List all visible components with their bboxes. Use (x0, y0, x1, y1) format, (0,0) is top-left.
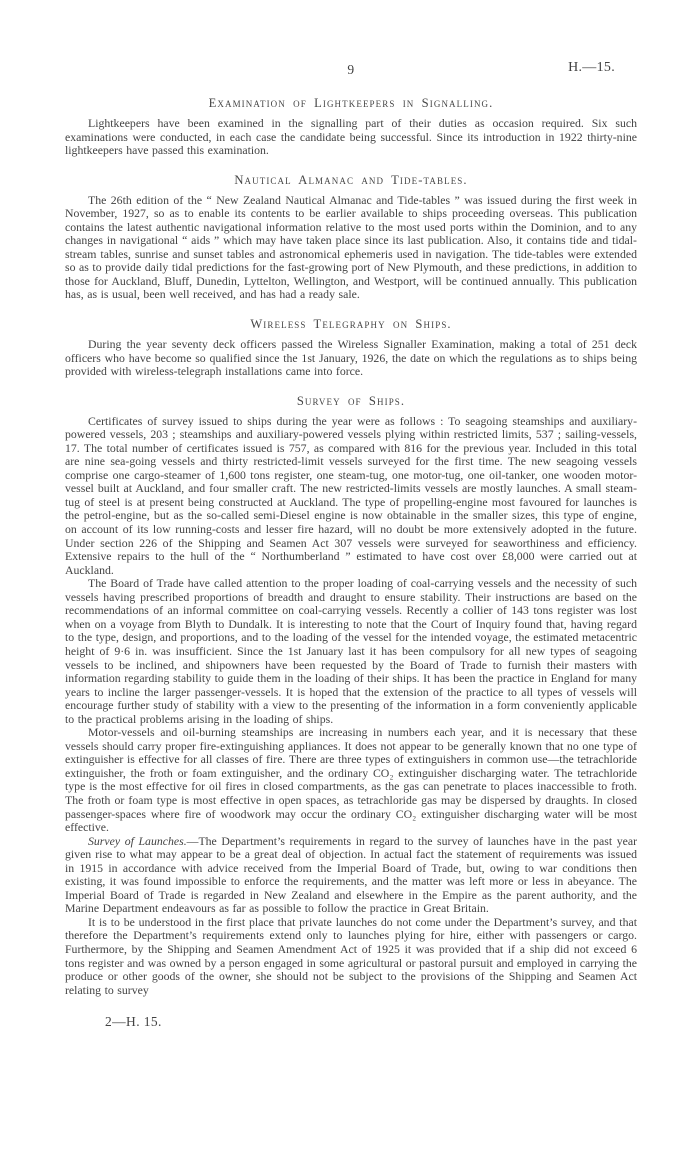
paragraph-certificates-of-survey: Certificates of survey issued to ships during the year were as follows : To seagoing steamships and auxiliary-powered vessels, 203 ; steamships and auxiliary-powered vessels plying within restricted limits, 537 ; sailing-vessels, 17. The total number of certificates issued is 757, as compared with 816 for the previous year. Included in this total are nine sea-going vessels and thirty restricted-limit vessels surveyed for the first time. The new seagoing vessels comprise one cargo-steamer of 1,600 tons register, one steam-tug, one motor-tug, one oil-tanker, one wooden motor-vessel built at Auckland, and four smaller craft. The new restricted-limits vessels are mostly launches. A small steam-tug of steel is at present being constructed at Auckland. The type of propelling-engine most favoured for launches is the petrol-engine, but as the so-called semi-Diesel engine is now obtainable in the smaller sizes, this type of engine, on account of its low running-costs and lesser fire hazard, will no doubt be more extensively adopted in the future. Under section 226 of the Shipping and Seamen Act 307 vessels were surveyed for seaworthiness and efficiency. Extensive repairs to the hull of the “ Northumberland ” estimated to have cost over £8,000 were carried out at Auckland. (65, 413, 637, 577)
survey-of-launches-text: —The Department’s requirements in regard to the survey of launches have in the past year given rise to what may appear to be a great deal of objection. In actual fact the statement of requirements was issued in 1915 in accordance with advice received from the Imperial Board of Trade, but, owing to war conditions then existing, it was found impossible to enforce the requirements, and the matter was left more or less in abeyance. The Imperial Board of Trade is regarded in New Zealand and elsewhere in the Empire as the parent authority, and the Marine Department endeavours as far as possible to follow the practice in Great Britain. (65, 833, 637, 916)
page-number: 9 (347, 62, 355, 77)
section-heading-nautical-almanac: Nautical Almanac and Tide-tables. (234, 172, 468, 187)
survey-of-launches-lead: Survey of Launches. (88, 833, 187, 848)
document-reference: H.—15. (568, 60, 615, 75)
paragraph-wireless-telegraphy: During the year seventy deck officers passed the Wireless Signaller Examination, making a total of 251 deck officers who have become so qualified since the 1st January, 1926, the date on which the regulations as to ships being provided with wireless-telegraph installations came into force. (65, 337, 637, 379)
paragraph-fire-extinguishers: Motor-vessels and oil-burning steamships are increasing in numbers each year, and it is necessary that these vessels should carry proper fire-extinguishing appliances. It does not appear to be generally known that no one type of extinguisher is effective for all classes of fire. There are three types of extinguishers in common use—the tetrachloride extinguisher, the froth or foam extinguisher, and the ordinary CO₂ extinguisher discharging water. The tetrachloride type is the most effective for oil fires in closed compartments, as the gas can penetrate to places inaccessible to froth. The froth or foam type is most effective in open spaces, as tetrachloride gas may be dispersed by draughts. In closed passenger-spaces where fire of woodwork may occur the ordinary CO₂ extinguisher discharging water will be most effective. (65, 725, 637, 835)
page-header (65, 62, 637, 79)
paragraph-nautical-almanac: The 26th edition of the “ New Zealand Nautical Almanac and Tide-tables ” was issued during the first week in November, 1927, so as to enable its contents to be earlier available to ships proceeding overseas. This publication contains the latest authentic navigational information relative to the most used ports within the Dominion, and to any changes in navigational “ aids ” which may have taken place since its last publication. Also, it contains tide and tidal-stream tables, sunrise and sunset tables and astronomical ephemeris used in navigation. The tide-tables were extended so as to provide daily tidal predictions for the fast-growing port of New Plymouth, and these predictions, in addition to those for Auckland, Bluff, Dunedin, Lyttelton, Wellington, and Westport, will be continued annually. This publication has, as is usual, been well received, and has had a ready sale. (65, 192, 637, 302)
paragraph-board-of-trade-loading: The Board of Trade have called attention to the proper loading of coal-carrying vessels and the necessity of such vessels having prescribed proportions of breadth and draught to ensure stability. Their instructions are based on the recommendations of an informal committee on coal-carrying vessels. Recently a collier of 143 tons register was lost when on a voyage from Blyth to Dundalk. It is interesting to note that the Court of Inquiry found that, having regard to the type, design, and proportions, and to the loading of the vessel for the intended voyage, the estimated metacentric height of 9·6 in. was insufficient. Since the 1st January last it has been compulsory for all new types of seagoing vessels to be inclined, and shipowners have been requested by the Board of Trade to furnish their masters with information regarding stability to guide them in the loading of their ships. It has been the practice in England for many years to incline the larger passenger-vessels. It is hoped that the extension of the practice to all types of vessels will encourage further study of stability with a view to the presenting of the information in a form conveniently applicable to the practical problems arising in the loading of ships. (65, 576, 637, 726)
paragraph-private-launches: It is to be understood in the first place that private launches do not come under the Department’s survey, and that therefore the Department’s requirements extend only to launches plying for hire, either with passengers or cargo. Furthermore, by the Shipping and Seamen Amendment Act of 1925 it was provided that if a ship did not exceed 6 tons register and was owned by a person engaged in some agricultural or pastoral pursuit and employed in carrying the produce or other goods of the owner, she should not be subject to the provisions of the Shipping and Seamen Act relating to survey (65, 914, 637, 997)
paragraph-lightkeepers-examination: Lightkeepers have been examined in the signalling part of their duties as occasion required. Six such examinations were conducted, in each case the candidate being successful. Since its introduction in 1922 thirty-nine lightkeepers have passed this examination. (65, 116, 637, 158)
page-footer-signature: 2—H. 15. (105, 1014, 162, 1030)
section-heading-survey-of-ships: Survey of Ships. (296, 393, 406, 408)
paragraph-survey-of-launches (65, 835, 637, 916)
section-heading-wireless-telegraphy: Wireless Telegraphy on Ships. (250, 317, 452, 332)
section-heading-examination-of-lightkeepers: Examination of Lightkeepers in Signalling. (208, 96, 494, 110)
